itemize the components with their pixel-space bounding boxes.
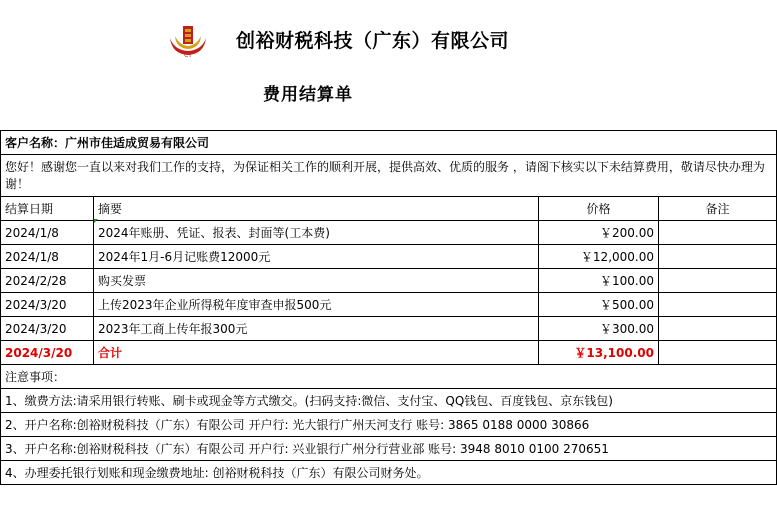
greeting-text: 您好！感谢您一直以来对我们工作的支持，为保证相关工作的顺利开展，提供高效、优质的服务 ，请阁下核实以下未结算费用，敬请尽快办理为谢！ xyxy=(1,155,777,197)
table-row xyxy=(1,293,777,317)
total-label: 合计 xyxy=(94,341,539,365)
notes-heading-row xyxy=(1,365,777,389)
logo-text: CY xyxy=(184,52,192,58)
table-row xyxy=(1,221,777,245)
total-date: 2024/3/20 xyxy=(1,341,94,365)
notes-row xyxy=(1,413,777,437)
note-item: 1、缴费方法:请采用银行转账、刷卡或现金等方式缴交。(扫码支持:微信、支付宝、QQ钱包、百度钱包、京东钱包) xyxy=(1,389,777,413)
row-note xyxy=(659,317,777,341)
row-date: 2024/2/28 xyxy=(1,269,94,293)
company-name: 创裕财税科技（广东）有限公司 xyxy=(236,30,510,52)
row-price: ￥500.00 xyxy=(539,293,659,317)
table-row xyxy=(1,245,777,269)
col-header-summary: 摘要 xyxy=(94,197,539,221)
greeting-row xyxy=(1,155,777,197)
table-row xyxy=(1,269,777,293)
row-date: 2024/3/20 xyxy=(1,317,94,341)
note-item: 3、开户名称:创裕财税科技（广东）有限公司 开户行: 兴业银行广州分行营业部 账号: 3948 8010 0100 270651 xyxy=(1,437,777,461)
notes-heading: 注意事项： xyxy=(1,365,777,389)
notes-row xyxy=(1,389,777,413)
row-summary: 2024年账册、凭证、报表、封面等(工本费) xyxy=(94,221,539,245)
notes-row xyxy=(1,461,777,485)
table-row xyxy=(1,317,777,341)
col-header-note: 备注 xyxy=(659,197,777,221)
row-summary: 上传2023年企业所得税年度审查申报500元 xyxy=(94,293,539,317)
row-summary: 2023年工商上传年报300元 xyxy=(94,317,539,341)
row-note xyxy=(659,245,777,269)
row-note xyxy=(659,293,777,317)
row-date: 2024/3/20 xyxy=(1,293,94,317)
document-title: 费用结算单 xyxy=(263,85,353,105)
row-price: ￥200.00 xyxy=(539,221,659,245)
row-note xyxy=(659,269,777,293)
col-header-date: 结算日期 xyxy=(1,197,94,221)
customer-name: 客户名称：广州市佳适成贸易有限公司 xyxy=(1,131,777,155)
row-price: ￥12,000.00 xyxy=(539,245,659,269)
row-summary: 2024年1月-6月记账费12000元 xyxy=(94,245,539,269)
settlement-table xyxy=(0,130,777,485)
document-header xyxy=(0,0,777,130)
row-price: ￥300.00 xyxy=(539,317,659,341)
total-note xyxy=(659,341,777,365)
cell-comment-marker-icon xyxy=(94,219,98,223)
company-logo-icon xyxy=(166,22,210,58)
note-item: 4、办理委托银行划账和现金缴费地址: 创裕财税科技（广东）有限公司财务处。 xyxy=(1,461,777,485)
row-date: 2024/1/8 xyxy=(1,221,94,245)
col-header-price: 价格 xyxy=(539,197,659,221)
header-row xyxy=(1,197,777,221)
row-price: ￥100.00 xyxy=(539,269,659,293)
notes-row xyxy=(1,437,777,461)
row-note xyxy=(659,221,777,245)
row-summary: 购买发票 xyxy=(94,269,539,293)
note-item: 2、开户名称:创裕财税科技（广东）有限公司 开户行: 光大银行广州天河支行 账号: 3865 0188 0000 30866 xyxy=(1,413,777,437)
total-price: ￥13,100.00 xyxy=(539,341,659,365)
row-date: 2024/1/8 xyxy=(1,245,94,269)
total-row xyxy=(1,341,777,365)
customer-row xyxy=(1,131,777,155)
